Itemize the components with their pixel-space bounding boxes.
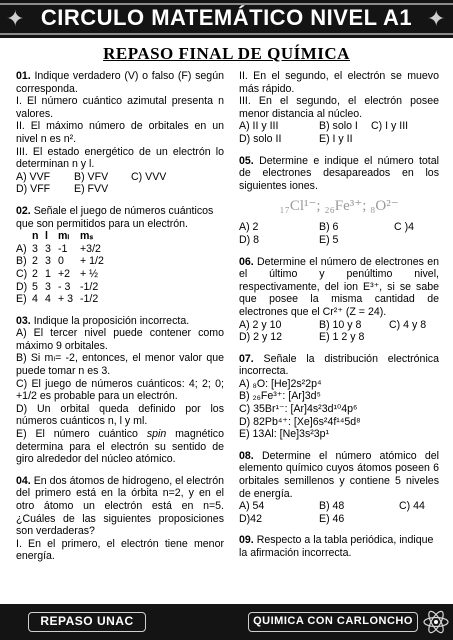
q02-row-e: E) 4 4 + 3 -1/2 bbox=[16, 293, 99, 306]
atom-icon bbox=[422, 608, 450, 636]
q08-option-a: A) 54 bbox=[239, 500, 265, 513]
question-05 bbox=[239, 155, 439, 247]
question-07 bbox=[239, 353, 439, 441]
question-08 bbox=[239, 450, 439, 526]
q02-text: Señale el juego de números cuánticos que son permitidos para un electrón. bbox=[16, 204, 214, 230]
left-star-icon: ✦ bbox=[6, 6, 25, 31]
q05-option-e: E) 5 bbox=[319, 233, 339, 246]
question-02 bbox=[16, 205, 224, 306]
q03-option-d: D) Un orbital queda definido por los números cuánticos n, l y ml. bbox=[16, 402, 224, 428]
q02-row-c: C) 2 1 +2 + ½ bbox=[16, 267, 98, 280]
q01-option-d: D) VFF bbox=[16, 183, 51, 196]
q07-option-b: B) ₂₆Fe³⁺: [Ar]3d⁵ bbox=[239, 390, 321, 403]
q06-option-e: E) 1 2 y 8 bbox=[319, 331, 365, 344]
q07-text: Señale la distribución electrónica incorrecta. bbox=[239, 352, 439, 378]
q05-option-c: C )4 bbox=[394, 221, 415, 234]
q03-option-c: C) El juego de números cuánticos: 4; 2; 0; +1/2 es probable para un electrón. bbox=[16, 377, 224, 403]
q04-option-e: E) I y II bbox=[319, 132, 353, 145]
q02-row-a: A) 3 3 -1 +3/2 bbox=[16, 242, 101, 255]
question-04-continued bbox=[239, 70, 439, 146]
q08-option-b: B) 48 bbox=[319, 500, 345, 513]
footer-banner bbox=[0, 604, 453, 640]
q03-option-a: A) El tercer nivel puede contener como máximo 9 orbitales. bbox=[16, 327, 224, 352]
q04-option-c: C) I y III bbox=[371, 120, 409, 133]
question-04 bbox=[16, 475, 224, 563]
q04-text: En dos átomos de hidrogeno, el electrón del primero está en la órbita n=2, y en el otro átomo un electrón está en n=5. ¿Cuáles de las siguientes proposiciones son verdaderas? bbox=[16, 474, 224, 538]
q03-text: Indique la proposición incorrecta. bbox=[33, 314, 190, 327]
q04-statement-1: I. En el primero, el electrón tiene menor energía. bbox=[16, 537, 224, 563]
q01-option-b: B) VFV bbox=[74, 170, 109, 183]
q04-statement-3: III. En el segundo, el electrón posee menor distancia al núcleo. bbox=[239, 95, 439, 120]
q05-option-a: A) 2 bbox=[239, 221, 259, 234]
q04-option-a: A) II y III bbox=[239, 120, 279, 133]
q02-header-row bbox=[16, 230, 224, 243]
q01-option-a: A) VVF bbox=[16, 170, 51, 183]
q02-header-l: l bbox=[45, 230, 48, 243]
q07-option-a: A) ₈O: [He]2s²2p⁴ bbox=[239, 377, 322, 390]
q07-option-c: C) 35Br¹⁻: [Ar]4s²3d¹⁰4p⁶ bbox=[239, 403, 358, 416]
q01-statement-2: II. El máximo número de orbitales en un nivel n es n². bbox=[16, 120, 224, 145]
q05-ions: ₁₇Cl¹⁻; ₂₆Fe³⁺; ₈O²⁻ bbox=[279, 198, 399, 215]
q09-text: Respecto a la tabla periódica, indique la afirmación incorrecta. bbox=[239, 534, 434, 559]
q07-number: 07. bbox=[239, 352, 254, 365]
q08-option-d: D)42 bbox=[239, 512, 262, 525]
left-column bbox=[16, 70, 224, 572]
q09-number: 09. bbox=[239, 534, 254, 547]
header-banner bbox=[0, 0, 453, 38]
right-star-icon: ✦ bbox=[427, 6, 446, 31]
q05-option-b: B) 6 bbox=[319, 221, 339, 234]
q03-number: 03. bbox=[16, 314, 31, 327]
q04-number: 04. bbox=[16, 474, 31, 487]
q01-number: 01. bbox=[16, 70, 31, 82]
q06-option-d: D) 2 y 12 bbox=[239, 331, 282, 344]
q06-option-c: C) 4 y 8 bbox=[389, 318, 427, 331]
q03-option-e: E) El número cuántico spin magnético determina para el electrón su sentido de giro alrededor del núcleo atómico. bbox=[16, 428, 224, 466]
q01-statement-1: I. El número cuántico azimutal presenta n valores. bbox=[16, 95, 224, 120]
q04-option-b: B) solo I bbox=[319, 120, 358, 133]
q08-text: Determine el número atómico del elemento químico cuyos átomos poseen 6 orbitales semillenos y contiene 5 niveles de energía. bbox=[239, 449, 439, 500]
q02-row-b: B) 2 3 0 + 1/2 bbox=[16, 255, 104, 268]
page-subtitle: REPASO FINAL DE QUÍMICA bbox=[103, 44, 350, 63]
q04-statement-2: II. En el segundo, el electrón se muevo más rápido. bbox=[239, 70, 439, 95]
q04-option-d: D) solo II bbox=[239, 132, 282, 145]
q06-number: 06. bbox=[239, 255, 254, 268]
q08-number: 08. bbox=[239, 449, 254, 462]
question-09 bbox=[239, 534, 439, 559]
q03-option-b: B) Si mₗ= -2, entonces, el menor valor que puede tomar n es 3. bbox=[16, 352, 224, 378]
q08-option-e: E) 46 bbox=[319, 512, 345, 525]
question-01 bbox=[16, 70, 224, 196]
right-column bbox=[239, 70, 439, 569]
q07-option-d: D) 82Pb⁴⁺: [Xe]6s²4f¹⁴5d⁸ bbox=[239, 415, 361, 428]
q01-option-c: C) VVV bbox=[131, 170, 167, 183]
q08-option-c: C) 44 bbox=[399, 500, 425, 513]
footer-right-label: QUIMICA CON CARLONCHO bbox=[248, 612, 418, 632]
question-03 bbox=[16, 315, 224, 466]
footer-left-label: REPASO UNAC bbox=[28, 612, 146, 632]
q02-header-ms: mₛ bbox=[80, 230, 94, 243]
q06-option-a: A) 2 y 10 bbox=[239, 318, 282, 331]
q05-number: 05. bbox=[239, 154, 254, 167]
q05-text: Determine e indique el número total de electrones desapareados en los siguientes iones. bbox=[239, 154, 439, 192]
q02-number: 02. bbox=[16, 204, 31, 217]
q01-statement-3: III. El estado energético de un electrón lo determinan n y l. bbox=[16, 145, 224, 171]
question-06 bbox=[239, 256, 439, 344]
header-title: CIRCULO MATEMÁTICO NIVEL A1 bbox=[40, 5, 413, 30]
header-bottom-line bbox=[0, 33, 453, 35]
q06-text: Determine el número de electrones en el último y penúltimo nivel, respectivamente, del ion E³⁺, si se sabe que posee la misma cantidad de electrones que el Cr²⁺ (Z = 24). bbox=[239, 255, 439, 318]
q07-option-e: E) 13Al: [Ne]3s²3p¹ bbox=[239, 428, 330, 441]
q06-option-b: B) 10 y 8 bbox=[319, 318, 362, 331]
q02-row-d: D) 5 3 - 3 -1/2 bbox=[16, 280, 99, 293]
q01-option-e: E) FVV bbox=[74, 183, 109, 196]
q02-header-ml: mₗ bbox=[58, 230, 70, 243]
q01-text: Indique verdadero (V) o falso (F) según corresponda. bbox=[16, 70, 224, 95]
q05-option-d: D) 8 bbox=[239, 233, 260, 246]
q02-header-n: n bbox=[32, 230, 39, 243]
